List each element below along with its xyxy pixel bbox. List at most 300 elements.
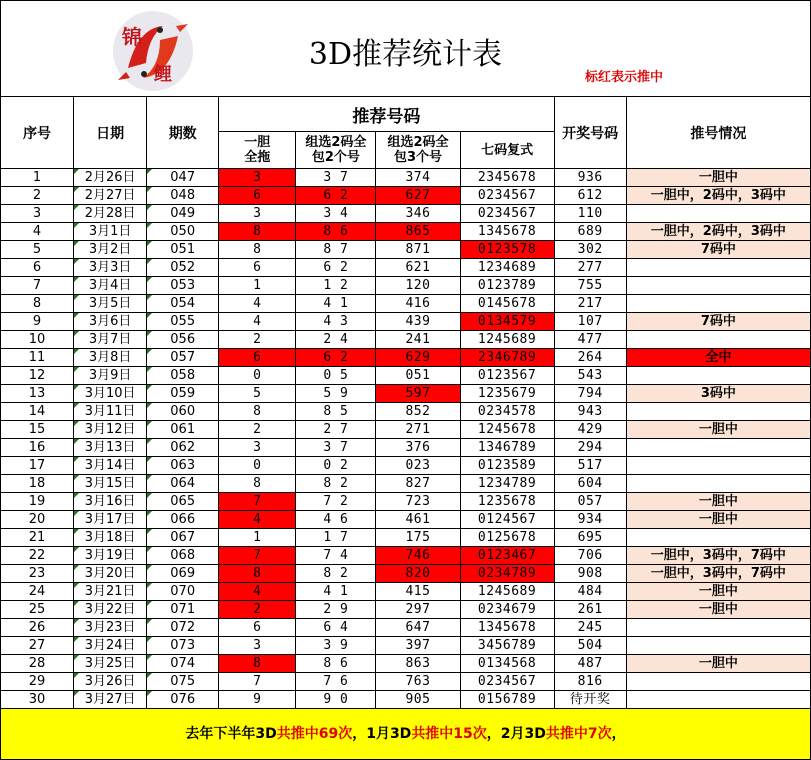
row-seq: 26 (1, 619, 74, 637)
row-issue: 061 (147, 421, 219, 439)
row-status (626, 295, 810, 313)
row-seq: 16 (1, 439, 74, 457)
row-zx3: 597 (376, 385, 460, 403)
row-status (626, 205, 810, 223)
row-result: 107 (554, 313, 626, 331)
row-seq: 6 (1, 259, 74, 277)
row-seven: 1235679 (460, 385, 554, 403)
row-result: 264 (554, 349, 626, 367)
row-date: 3月12日 (74, 421, 147, 439)
table-row (1, 583, 811, 601)
row-zx3: 905 (376, 691, 460, 709)
row-result: 934 (554, 511, 626, 529)
table-row (1, 241, 811, 259)
row-zx3: 647 (376, 619, 460, 637)
row-seven: 0123789 (460, 277, 554, 295)
row-date: 3月20日 (74, 565, 147, 583)
row-seq: 14 (1, 403, 74, 421)
row-date: 3月11日 (74, 403, 147, 421)
row-seq: 7 (1, 277, 74, 295)
row-date: 2月27日 (74, 187, 147, 205)
footer-text-part: ，1月3D (352, 726, 412, 742)
row-seq: 9 (1, 313, 74, 331)
row-zx2: 6 2 (296, 187, 376, 205)
row-zx2: 8 2 (296, 475, 376, 493)
row-status (626, 529, 810, 547)
table-row (1, 385, 811, 403)
logo-char-1: 锦 (122, 25, 142, 49)
row-issue: 067 (147, 529, 219, 547)
row-zx2: 3 7 (296, 439, 376, 457)
row-issue: 060 (147, 403, 219, 421)
table-body (1, 169, 811, 709)
row-dan: 7 (219, 673, 296, 691)
row-seq: 11 (1, 349, 74, 367)
row-date: 3月22日 (74, 601, 147, 619)
footer-text-part: 去年下半年3D (185, 726, 277, 742)
row-issue: 051 (147, 241, 219, 259)
row-issue: 065 (147, 493, 219, 511)
row-date: 3月9日 (74, 367, 147, 385)
row-date: 3月8日 (74, 349, 147, 367)
row-zx2: 3 7 (296, 169, 376, 187)
row-status (626, 439, 810, 457)
row-seven: 3456789 (460, 637, 554, 655)
row-seven: 0145678 (460, 295, 554, 313)
col-header-seq: 序号 (1, 97, 74, 169)
row-zx2: 2 4 (296, 331, 376, 349)
row-status: 3码中 (626, 385, 810, 403)
row-dan: 2 (219, 331, 296, 349)
col-header-group: 推荐号码 (219, 97, 554, 132)
row-date: 3月10日 (74, 385, 147, 403)
row-status (626, 619, 810, 637)
row-zx3: 023 (376, 457, 460, 475)
row-seven: 2346789 (460, 349, 554, 367)
row-result: 477 (554, 331, 626, 349)
row-seven: 0125678 (460, 529, 554, 547)
row-issue: 049 (147, 205, 219, 223)
row-seq: 21 (1, 529, 74, 547)
row-issue: 069 (147, 565, 219, 583)
row-date: 3月15日 (74, 475, 147, 493)
row-date: 3月23日 (74, 619, 147, 637)
row-status: 一胆中 (626, 655, 810, 673)
row-seq: 23 (1, 565, 74, 583)
row-seven: 0156789 (460, 691, 554, 709)
row-dan: 6 (219, 187, 296, 205)
row-seven: 1346789 (460, 439, 554, 457)
row-result: 484 (554, 583, 626, 601)
row-seq: 4 (1, 223, 74, 241)
row-seven: 0123567 (460, 367, 554, 385)
row-zx2: 4 3 (296, 313, 376, 331)
row-status (626, 367, 810, 385)
row-status (626, 637, 810, 655)
row-dan: 4 (219, 583, 296, 601)
row-issue: 068 (147, 547, 219, 565)
row-date: 3月3日 (74, 259, 147, 277)
row-zx2: 1 7 (296, 529, 376, 547)
row-zx2: 6 2 (296, 259, 376, 277)
row-seven: 1245689 (460, 331, 554, 349)
row-dan: 8 (219, 565, 296, 583)
row-date: 3月17日 (74, 511, 147, 529)
row-zx3: 051 (376, 367, 460, 385)
col-header-issue: 期数 (147, 97, 219, 169)
row-zx2: 2 7 (296, 421, 376, 439)
row-zx3: 723 (376, 493, 460, 511)
row-issue: 054 (147, 295, 219, 313)
row-seven: 1345678 (460, 619, 554, 637)
table-row (1, 601, 811, 619)
row-zx2: 8 6 (296, 655, 376, 673)
row-date: 3月19日 (74, 547, 147, 565)
row-date: 3月16日 (74, 493, 147, 511)
row-seq: 29 (1, 673, 74, 691)
row-seven: 0234567 (460, 187, 554, 205)
row-result: 936 (554, 169, 626, 187)
col-header-zx3-line2: 包3个号 (393, 150, 442, 165)
row-seven: 1234689 (460, 259, 554, 277)
row-zx2: 2 9 (296, 601, 376, 619)
table-row (1, 691, 811, 709)
row-status: 一胆中，2码中，3码中 (626, 223, 810, 241)
row-date: 2月26日 (74, 169, 147, 187)
row-status: 全中 (626, 349, 810, 367)
row-seq: 25 (1, 601, 74, 619)
col-header-zx2-line2: 包2个号 (311, 150, 360, 165)
row-zx3: 763 (376, 673, 460, 691)
row-issue: 059 (147, 385, 219, 403)
row-zx3: 827 (376, 475, 460, 493)
summary-footer (0, 708, 811, 760)
row-dan: 8 (219, 475, 296, 493)
row-result: 517 (554, 457, 626, 475)
row-dan: 2 (219, 421, 296, 439)
row-zx2: 7 6 (296, 673, 376, 691)
table-row (1, 403, 811, 421)
row-seq: 24 (1, 583, 74, 601)
footer-text-part: 共推中15次 (411, 726, 487, 742)
row-issue: 057 (147, 349, 219, 367)
row-dan: 3 (219, 439, 296, 457)
table-row (1, 169, 811, 187)
row-zx2: 9 0 (296, 691, 376, 709)
row-seq: 27 (1, 637, 74, 655)
row-issue: 055 (147, 313, 219, 331)
table-row (1, 187, 811, 205)
col-header-zx2 (296, 132, 376, 169)
row-seven: 0234578 (460, 403, 554, 421)
row-result: 245 (554, 619, 626, 637)
row-seq: 19 (1, 493, 74, 511)
row-issue: 066 (147, 511, 219, 529)
table-row (1, 511, 811, 529)
row-result: 217 (554, 295, 626, 313)
row-result: 504 (554, 637, 626, 655)
table-row (1, 457, 811, 475)
row-result: 816 (554, 673, 626, 691)
row-date: 3月26日 (74, 673, 147, 691)
row-zx3: 416 (376, 295, 460, 313)
row-date: 3月7日 (74, 331, 147, 349)
row-seven: 0234567 (460, 673, 554, 691)
row-result: 543 (554, 367, 626, 385)
row-status: 一胆中，3码中，7码中 (626, 565, 810, 583)
row-result: 429 (554, 421, 626, 439)
row-dan: 5 (219, 385, 296, 403)
row-seven: 0123467 (460, 547, 554, 565)
recommendation-table (0, 96, 811, 709)
row-zx2: 4 1 (296, 583, 376, 601)
row-seq: 22 (1, 547, 74, 565)
row-issue: 058 (147, 367, 219, 385)
row-status (626, 259, 810, 277)
row-seq: 12 (1, 367, 74, 385)
row-issue: 063 (147, 457, 219, 475)
row-dan: 1 (219, 277, 296, 295)
col-header-date: 日期 (74, 97, 147, 169)
footer-text-part: 共推中69次 (276, 726, 353, 742)
row-result: 294 (554, 439, 626, 457)
row-issue: 074 (147, 655, 219, 673)
row-seq: 2 (1, 187, 74, 205)
row-status (626, 673, 810, 691)
row-date: 3月2日 (74, 241, 147, 259)
row-status: 一胆中 (626, 583, 810, 601)
row-date: 3月25日 (74, 655, 147, 673)
row-status: 一胆中 (626, 169, 810, 187)
row-zx3: 461 (376, 511, 460, 529)
row-issue: 047 (147, 169, 219, 187)
row-result: 待开奖 (554, 691, 626, 709)
row-dan: 8 (219, 655, 296, 673)
row-dan: 8 (219, 403, 296, 421)
row-zx2: 0 5 (296, 367, 376, 385)
row-dan: 0 (219, 367, 296, 385)
row-zx2: 8 6 (296, 223, 376, 241)
row-dan: 1 (219, 529, 296, 547)
row-seven: 2345678 (460, 169, 554, 187)
row-issue: 056 (147, 331, 219, 349)
row-result: 689 (554, 223, 626, 241)
row-seq: 17 (1, 457, 74, 475)
row-date: 3月24日 (74, 637, 147, 655)
row-seven: 0124567 (460, 511, 554, 529)
row-issue: 070 (147, 583, 219, 601)
row-result: 261 (554, 601, 626, 619)
table-row (1, 421, 811, 439)
row-issue: 076 (147, 691, 219, 709)
col-header-zx3-line1: 组选2码全 (387, 135, 449, 150)
row-dan: 8 (219, 223, 296, 241)
row-zx3: 820 (376, 565, 460, 583)
table-row (1, 637, 811, 655)
row-zx3: 120 (376, 277, 460, 295)
row-zx3: 621 (376, 259, 460, 277)
row-zx2: 6 4 (296, 619, 376, 637)
row-status (626, 331, 810, 349)
row-status: 一胆中 (626, 601, 810, 619)
row-seq: 5 (1, 241, 74, 259)
row-issue: 072 (147, 619, 219, 637)
row-date: 3月4日 (74, 277, 147, 295)
row-zx3: 241 (376, 331, 460, 349)
row-dan: 9 (219, 691, 296, 709)
row-date: 3月21日 (74, 583, 147, 601)
row-status (626, 457, 810, 475)
row-date: 2月28日 (74, 205, 147, 223)
row-zx2: 1 2 (296, 277, 376, 295)
row-date: 3月27日 (74, 691, 147, 709)
table-row (1, 655, 811, 673)
row-zx3: 871 (376, 241, 460, 259)
row-date: 3月13日 (74, 439, 147, 457)
row-status: 7码中 (626, 241, 810, 259)
row-status: 一胆中，2码中，3码中 (626, 187, 810, 205)
col-header-result: 开奖号码 (554, 97, 626, 169)
table-row (1, 295, 811, 313)
row-issue: 062 (147, 439, 219, 457)
table-row (1, 565, 811, 583)
footer-text-part: 共推中7次 (545, 726, 612, 742)
row-result: 695 (554, 529, 626, 547)
row-seq: 8 (1, 295, 74, 313)
row-result: 908 (554, 565, 626, 583)
row-zx3: 374 (376, 169, 460, 187)
row-zx2: 4 6 (296, 511, 376, 529)
page-title: 3D推荐统计表 (308, 37, 503, 72)
row-seven: 1235678 (460, 493, 554, 511)
table-row (1, 529, 811, 547)
row-seven: 0134568 (460, 655, 554, 673)
row-zx2: 8 7 (296, 241, 376, 259)
row-result: 604 (554, 475, 626, 493)
row-issue: 071 (147, 601, 219, 619)
col-header-zx3 (376, 132, 460, 169)
table-row (1, 223, 811, 241)
col-header-dan (219, 132, 296, 169)
table-row (1, 277, 811, 295)
row-dan: 0 (219, 457, 296, 475)
row-dan: 6 (219, 259, 296, 277)
row-seven: 0234679 (460, 601, 554, 619)
table-row (1, 439, 811, 457)
row-issue: 064 (147, 475, 219, 493)
table-row (1, 475, 811, 493)
row-dan: 4 (219, 511, 296, 529)
row-zx2: 7 2 (296, 493, 376, 511)
row-status: 一胆中 (626, 421, 810, 439)
row-zx3: 271 (376, 421, 460, 439)
row-issue: 050 (147, 223, 219, 241)
row-date: 3月18日 (74, 529, 147, 547)
table-row (1, 619, 811, 637)
table-row (1, 349, 811, 367)
row-seven: 1234789 (460, 475, 554, 493)
row-result: 057 (554, 493, 626, 511)
row-seven: 1245678 (460, 421, 554, 439)
row-date: 3月6日 (74, 313, 147, 331)
row-issue: 075 (147, 673, 219, 691)
row-status: 一胆中，3码中，7码中 (626, 547, 810, 565)
row-result: 277 (554, 259, 626, 277)
row-zx2: 5 9 (296, 385, 376, 403)
row-zx3: 346 (376, 205, 460, 223)
row-result: 706 (554, 547, 626, 565)
row-dan: 6 (219, 619, 296, 637)
row-result: 755 (554, 277, 626, 295)
row-zx3: 175 (376, 529, 460, 547)
row-dan: 4 (219, 313, 296, 331)
row-zx3: 863 (376, 655, 460, 673)
row-zx3: 629 (376, 349, 460, 367)
row-zx2: 3 9 (296, 637, 376, 655)
row-zx2: 4 1 (296, 295, 376, 313)
table-row (1, 313, 811, 331)
row-seq: 20 (1, 511, 74, 529)
row-date: 3月14日 (74, 457, 147, 475)
row-dan: 6 (219, 349, 296, 367)
row-seq: 10 (1, 331, 74, 349)
col-header-seven: 七码复式 (460, 132, 554, 169)
row-zx3: 376 (376, 439, 460, 457)
row-seven: 0234567 (460, 205, 554, 223)
table-row (1, 367, 811, 385)
sheet-header (0, 0, 811, 97)
row-status (626, 277, 810, 295)
row-dan: 2 (219, 601, 296, 619)
row-issue: 052 (147, 259, 219, 277)
row-date: 3月1日 (74, 223, 147, 241)
row-status: 一胆中 (626, 493, 810, 511)
row-zx3: 415 (376, 583, 460, 601)
row-status (626, 475, 810, 493)
row-zx3: 746 (376, 547, 460, 565)
row-dan: 3 (219, 205, 296, 223)
row-zx3: 397 (376, 637, 460, 655)
row-zx3: 852 (376, 403, 460, 421)
col-header-dan-line2: 全拖 (244, 150, 271, 165)
row-dan: 3 (219, 637, 296, 655)
row-dan: 8 (219, 241, 296, 259)
col-header-dan-line1: 一胆 (244, 135, 271, 150)
logo-char-2: 鲤 (154, 64, 172, 85)
row-seq: 1 (1, 169, 74, 187)
row-status: 一胆中 (626, 511, 810, 529)
row-seq: 30 (1, 691, 74, 709)
row-zx2: 6 2 (296, 349, 376, 367)
row-result: 487 (554, 655, 626, 673)
footer-text-part: ， (611, 726, 626, 742)
row-result: 612 (554, 187, 626, 205)
row-seq: 3 (1, 205, 74, 223)
row-seq: 28 (1, 655, 74, 673)
row-dan: 7 (219, 547, 296, 565)
row-zx3: 439 (376, 313, 460, 331)
table-row (1, 331, 811, 349)
row-issue: 053 (147, 277, 219, 295)
row-seven: 0234789 (460, 565, 554, 583)
row-result: 110 (554, 205, 626, 223)
col-header-zx2-line1: 组选2码全 (305, 135, 367, 150)
row-zx2: 0 2 (296, 457, 376, 475)
table-row (1, 259, 811, 277)
row-result: 943 (554, 403, 626, 421)
table-row (1, 205, 811, 223)
row-zx2: 3 4 (296, 205, 376, 223)
